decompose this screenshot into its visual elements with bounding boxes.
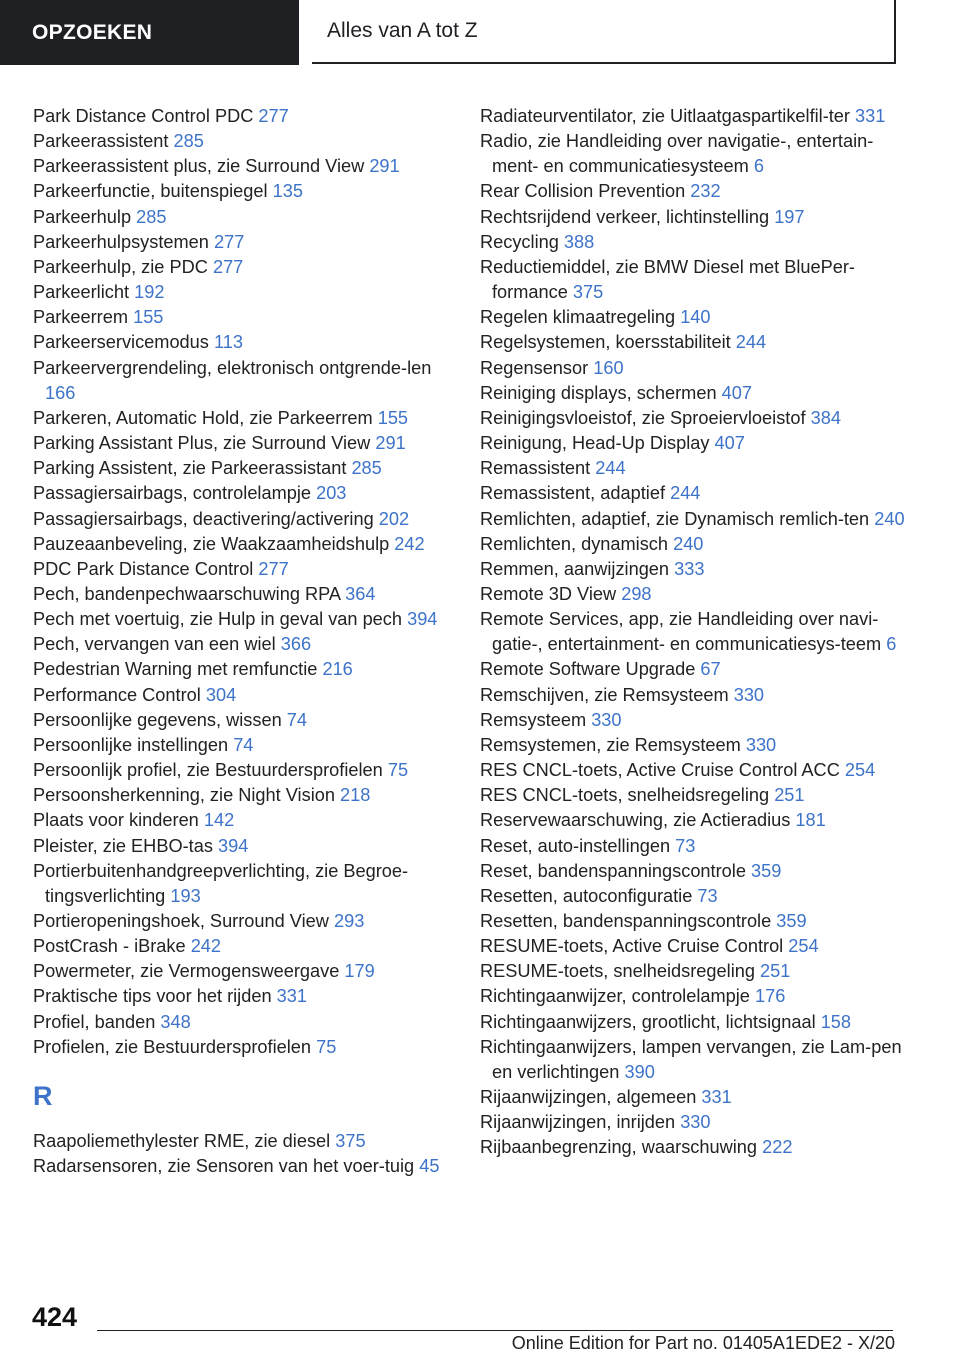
index-entry-term: Praktische tips voor het rijden bbox=[33, 986, 272, 1007]
index-entry-term: Regelsystemen, koersstabiliteit bbox=[480, 332, 731, 353]
index-entry-term: Recycling bbox=[480, 231, 559, 252]
index-entry bbox=[480, 230, 910, 255]
index-entry-page-link[interactable]: 202 bbox=[378, 508, 410, 529]
index-entry bbox=[480, 1010, 910, 1035]
index-entry-term: Pech met voertuig, zie Hulp in geval van pech bbox=[33, 609, 403, 630]
index-entry-term: Parkeerhulp, zie PDC bbox=[33, 256, 208, 277]
index-entry bbox=[480, 205, 910, 230]
index-entry bbox=[480, 104, 910, 129]
index-entry-page-link[interactable]: 75 bbox=[387, 760, 409, 781]
index-entry-term: Remote Software Upgrade bbox=[480, 659, 696, 680]
index-entry-page-link[interactable]: 251 bbox=[760, 961, 791, 982]
index-entry-term: Parkeerfunctie, buitenspiegel bbox=[33, 181, 268, 202]
page-number: 424 bbox=[32, 1302, 78, 1332]
index-entry-term: Radiateurventilator, zie Uitlaatgaspartikelfil-ter bbox=[480, 106, 850, 126]
index-entry bbox=[33, 657, 448, 682]
index-entry-page-link[interactable]: 254 bbox=[788, 936, 819, 957]
index-entry-term: Passagiersairbags, controlelampje bbox=[33, 483, 312, 504]
index-entry-page-link[interactable]: 298 bbox=[621, 583, 652, 604]
index-entry-page-link[interactable]: 375 bbox=[572, 282, 604, 303]
chapter-title: Alles van A tot Z bbox=[327, 19, 478, 42]
index-list-p bbox=[33, 104, 448, 1060]
index-entry-term: Plaats voor kinderen bbox=[33, 810, 199, 831]
index-entry-term: Performance Control bbox=[33, 684, 201, 705]
index-entry-page-link[interactable]: 218 bbox=[340, 785, 371, 806]
index-entry bbox=[33, 984, 448, 1009]
index-entry-page-link[interactable]: 330 bbox=[591, 709, 622, 730]
index-entry-page-link[interactable]: 181 bbox=[795, 810, 826, 831]
index-entry bbox=[33, 683, 448, 708]
section-tab-label: OPZOEKEN bbox=[32, 20, 153, 44]
index-entry-page-link[interactable]: 390 bbox=[624, 1061, 655, 1082]
index-entry bbox=[480, 255, 910, 305]
index-entry-page-link[interactable]: 193 bbox=[170, 885, 201, 906]
index-entry-term: Richtingaanwijzers, grootlicht, lichtsignaal bbox=[480, 1011, 816, 1032]
index-entry bbox=[480, 808, 910, 833]
index-entry-term: RESUME-toets, Active Cruise Control bbox=[480, 936, 784, 957]
index-entry-term: Reinigung, Head-Up Display bbox=[480, 433, 710, 454]
index-entry bbox=[480, 507, 910, 532]
index-entry bbox=[33, 532, 448, 557]
index-entry-page-link[interactable]: 75 bbox=[316, 1036, 337, 1057]
index-entry-page-link[interactable]: 74 bbox=[286, 709, 307, 730]
index-entry-term: RES CNCL-toets, Active Cruise Control ACC bbox=[480, 760, 840, 781]
index-list-r-left bbox=[33, 1129, 448, 1179]
index-entry-page-link[interactable]: 140 bbox=[680, 307, 711, 328]
index-entry-term: Reset, auto-instellingen bbox=[480, 835, 671, 856]
index-entry bbox=[480, 481, 910, 506]
index-entry-term: Portieropeningshoek, Surround View bbox=[33, 911, 329, 931]
index-entry-term: Remote 3D View bbox=[480, 583, 617, 604]
index-entry-page-link[interactable]: 277 bbox=[258, 106, 289, 126]
index-entry-page-link[interactable]: 331 bbox=[276, 986, 307, 1007]
index-entry-page-link[interactable]: 197 bbox=[774, 206, 805, 227]
index-column-left bbox=[33, 104, 448, 1179]
index-entry-term: Remmen, aanwijzingen bbox=[480, 558, 670, 579]
index-column-right bbox=[480, 104, 910, 1161]
index-entry-page-link[interactable]: 366 bbox=[280, 634, 312, 655]
index-entry-page-link[interactable]: 216 bbox=[322, 659, 353, 680]
index-entry-term: Parkeerlicht bbox=[33, 282, 130, 303]
index-entry-term: Remsysteem bbox=[480, 709, 587, 730]
index-entry bbox=[480, 1085, 910, 1110]
index-entry-term: Powermeter, zie Vermogensweergave bbox=[33, 961, 340, 982]
index-entry bbox=[480, 330, 910, 355]
index-entry-term: RESUME-toets, snelheidsregeling bbox=[480, 961, 755, 982]
index-entry bbox=[480, 1110, 910, 1135]
chapter-title-tab bbox=[312, 0, 896, 64]
index-entry bbox=[33, 1154, 448, 1179]
index-entry-term: Richtingaanwijzers, lampen vervangen, zie Lam-pen en verlichtingen bbox=[480, 1036, 902, 1082]
index-entry-page-link[interactable]: 240 bbox=[673, 533, 704, 554]
index-entry-term: PDC Park Distance Control bbox=[33, 558, 254, 579]
index-entry-page-link[interactable]: 285 bbox=[173, 131, 204, 152]
index-entry-term: Radarsensoren, zie Sensoren van het voer-tuig bbox=[33, 1156, 415, 1177]
index-entry-term: Pleister, zie EHBO-tas bbox=[33, 835, 213, 856]
index-entry-page-link[interactable]: 277 bbox=[258, 558, 289, 579]
index-entry bbox=[33, 179, 448, 204]
index-entry bbox=[33, 356, 448, 406]
index-entry bbox=[33, 582, 448, 607]
index-entry-page-link[interactable]: 330 bbox=[745, 734, 777, 755]
index-entry-page-link[interactable]: 407 bbox=[714, 433, 745, 454]
index-entry-page-link[interactable]: 348 bbox=[160, 1011, 191, 1032]
index-entry bbox=[480, 884, 910, 909]
index-entry-term: Passagiersairbags, deactivering/activering bbox=[33, 508, 374, 529]
index-entry bbox=[33, 280, 448, 305]
index-entry-term: Rechtsrijdend verkeer, lichtinstelling bbox=[480, 206, 770, 227]
footer-divider bbox=[97, 1330, 893, 1331]
index-entry-term: Pech, vervangen van een wiel bbox=[33, 634, 276, 655]
index-entry-page-link[interactable]: 244 bbox=[595, 458, 626, 479]
index-entry-term: Remassistent bbox=[480, 458, 591, 479]
index-entry-term: Profielen, zie Bestuurdersprofielen bbox=[33, 1036, 312, 1057]
index-entry-term: Raapoliemethylester RME, zie diesel bbox=[33, 1130, 331, 1151]
index-entry-term: Pech, bandenpechwaarschuwing RPA bbox=[33, 583, 341, 604]
index-entry-term: Remsystemen, zie Remsysteem bbox=[480, 734, 741, 755]
index-entry-page-link[interactable]: 6 bbox=[753, 156, 764, 177]
index-entry-term: Parkeerhulpsystemen bbox=[33, 231, 209, 252]
index-entry bbox=[33, 1010, 448, 1035]
index-entry-page-link[interactable]: 277 bbox=[213, 231, 245, 252]
index-entry-term: Profiel, banden bbox=[33, 1011, 156, 1032]
index-entry-page-link[interactable]: 331 bbox=[855, 106, 886, 126]
index-entry bbox=[480, 532, 910, 557]
index-entry-term: Parkeerassistent bbox=[33, 131, 169, 152]
index-entry-term: Rijbaanbegrenzing, waarschuwing bbox=[480, 1137, 758, 1158]
index-entry-term: Parkeervergrendeling, elektronisch ontgrende-len bbox=[33, 357, 432, 378]
index-entry-term: Rijaanwijzingen, inrijden bbox=[480, 1112, 676, 1133]
index-entry bbox=[480, 959, 910, 984]
index-entry-page-link[interactable]: 293 bbox=[333, 911, 365, 931]
index-entry-term: Radio, zie Handleiding over navigatie-, entertain-ment- en communicatiesysteem bbox=[480, 131, 874, 177]
index-entry-page-link[interactable]: 407 bbox=[721, 382, 752, 403]
index-entry-term: Parkeren, Automatic Hold, zie Parkeerrem bbox=[33, 407, 373, 428]
index-entry-term: Regelen klimaatregeling bbox=[480, 307, 676, 328]
index-entry-page-link[interactable]: 277 bbox=[212, 256, 244, 277]
index-entry-page-link[interactable]: 304 bbox=[205, 684, 237, 705]
index-entry-page-link[interactable]: 331 bbox=[701, 1087, 732, 1108]
index-entry bbox=[33, 783, 448, 808]
index-entry bbox=[33, 607, 448, 632]
index-entry bbox=[480, 456, 910, 481]
index-entry bbox=[480, 859, 910, 884]
index-entry-page-link[interactable]: 166 bbox=[45, 382, 76, 403]
section-letter-heading: R bbox=[33, 1080, 53, 1111]
index-entry-term: Reset, bandenspanningscontrole bbox=[480, 860, 746, 881]
index-entry bbox=[480, 657, 910, 682]
index-entry bbox=[33, 481, 448, 506]
index-entry-page-link[interactable]: 155 bbox=[377, 407, 409, 428]
index-entry bbox=[480, 1035, 910, 1085]
index-entry bbox=[480, 834, 910, 859]
index-entry bbox=[480, 1135, 910, 1160]
index-entry-term: Regensensor bbox=[480, 357, 589, 378]
index-entry-page-link[interactable]: 333 bbox=[674, 558, 705, 579]
index-entry bbox=[33, 733, 448, 758]
index-entry bbox=[33, 305, 448, 330]
index-entry bbox=[33, 834, 448, 859]
index-entry-term: Rijaanwijzingen, algemeen bbox=[480, 1087, 697, 1108]
index-entry-page-link[interactable]: 158 bbox=[820, 1011, 852, 1032]
index-entry-page-link[interactable]: 73 bbox=[675, 835, 696, 856]
index-entry bbox=[33, 758, 448, 783]
index-entry-term: Pauzeaanbeveling, zie Waakzaamheidshulp bbox=[33, 533, 390, 554]
index-entry-page-link[interactable]: 232 bbox=[690, 181, 721, 202]
index-entry-page-link[interactable]: 240 bbox=[874, 508, 905, 529]
index-entry-page-link[interactable]: 142 bbox=[203, 810, 235, 831]
index-entry-page-link[interactable]: 330 bbox=[733, 684, 765, 705]
index-entry-term: Portierbuitenhandgreepverlichting, zie Begroe-tingsverlichting bbox=[33, 860, 409, 906]
index-entry bbox=[33, 205, 448, 230]
index-entry bbox=[480, 305, 910, 330]
index-entry bbox=[33, 104, 448, 129]
index-entry-page-link[interactable]: 291 bbox=[375, 433, 406, 454]
index-entry-page-link[interactable]: 74 bbox=[233, 734, 254, 755]
index-entry bbox=[33, 154, 448, 179]
index-entry bbox=[33, 959, 448, 984]
index-entry-term: RES CNCL-toets, snelheidsregeling bbox=[480, 785, 770, 806]
index-entry-term: Persoonlijk profiel, zie Bestuurdersprofielen bbox=[33, 760, 383, 781]
index-entry-page-link[interactable]: 394 bbox=[217, 835, 249, 856]
index-entry-term: Persoonlijke gegevens, wissen bbox=[33, 709, 282, 730]
index-entry-term: Parkeerservicemodus bbox=[33, 332, 209, 353]
index-entry bbox=[33, 431, 448, 456]
index-entry-term: Parking Assistent, zie Parkeerassistant bbox=[33, 458, 347, 479]
index-entry-page-link[interactable]: 244 bbox=[670, 483, 701, 504]
index-entry bbox=[480, 431, 910, 456]
index-entry-page-link[interactable]: 254 bbox=[844, 760, 876, 781]
index-entry bbox=[33, 808, 448, 833]
index-entry bbox=[480, 934, 910, 959]
index-entry-page-link[interactable]: 242 bbox=[394, 533, 425, 554]
index-entry bbox=[480, 758, 910, 783]
index-entry-term: Resetten, bandenspanningscontrole bbox=[480, 911, 772, 931]
index-entry-page-link[interactable]: 285 bbox=[351, 458, 382, 479]
index-entry bbox=[33, 632, 448, 657]
index-entry bbox=[33, 859, 448, 909]
index-entry bbox=[33, 1035, 448, 1060]
index-entry-page-link[interactable]: 291 bbox=[369, 156, 400, 177]
index-entry bbox=[33, 708, 448, 733]
index-entry bbox=[33, 1129, 448, 1154]
index-entry bbox=[480, 582, 910, 607]
index-entry-term: Parkeerhulp bbox=[33, 206, 132, 227]
index-entry bbox=[480, 356, 910, 381]
page-header bbox=[0, 0, 960, 66]
index-entry bbox=[33, 330, 448, 355]
index-entry-term: Persoonlijke instellingen bbox=[33, 734, 229, 755]
index-entry-page-link[interactable]: 359 bbox=[751, 860, 782, 881]
index-entry-term: Remlichten, adaptief, zie Dynamisch remlich-ten bbox=[480, 508, 870, 529]
index-entry-page-link[interactable]: 375 bbox=[335, 1130, 366, 1151]
index-entry bbox=[480, 381, 910, 406]
index-entry bbox=[480, 179, 910, 204]
index-entry-term: Rear Collision Prevention bbox=[480, 181, 686, 202]
footer-edition-text: Online Edition for Part no. 01405A1EDE2 - X/20 bbox=[511, 1333, 895, 1353]
index-entry-page-link[interactable]: 394 bbox=[407, 609, 438, 630]
index-entry bbox=[33, 406, 448, 431]
index-entry-term: Persoonsherkenning, zie Night Vision bbox=[33, 785, 335, 806]
index-entry-page-link[interactable]: 242 bbox=[190, 936, 222, 957]
index-entry-term: Richtingaanwijzer, controlelampje bbox=[480, 986, 750, 1007]
index-entry bbox=[480, 783, 910, 808]
index-entry bbox=[480, 984, 910, 1009]
index-entry bbox=[480, 708, 910, 733]
index-entry-page-link[interactable]: 176 bbox=[754, 986, 786, 1007]
index-entry-page-link[interactable]: 73 bbox=[697, 885, 718, 906]
index-entry-term: Parkeerassistent plus, zie Surround View bbox=[33, 156, 365, 177]
index-entry bbox=[33, 230, 448, 255]
index-entry bbox=[480, 129, 910, 179]
index-entry-term: Remlichten, dynamisch bbox=[480, 533, 669, 554]
index-entry-page-link[interactable]: 359 bbox=[776, 911, 807, 931]
index-entry bbox=[33, 507, 448, 532]
index-entry-term: Parkeerrem bbox=[33, 307, 129, 328]
index-entry-page-link[interactable]: 330 bbox=[680, 1112, 711, 1133]
index-entry-page-link[interactable]: 285 bbox=[136, 206, 167, 227]
index-entry-term: Reinigingsvloeistof, zie Sproeiervloeistof bbox=[480, 407, 806, 428]
index-entry-term: Resetten, autoconfiguratie bbox=[480, 885, 693, 906]
index-list-r-right bbox=[480, 104, 910, 1161]
index-entry-page-link[interactable]: 364 bbox=[345, 583, 376, 604]
index-entry-term: Remote Services, app, zie Handleiding over navi-gatie-, entertainment- en communicatiesys-teem bbox=[480, 609, 882, 655]
index-entry-term: Remassistent, adaptief bbox=[480, 483, 666, 504]
index-entry bbox=[33, 909, 448, 934]
index-entry-term: PostCrash - iBrake bbox=[33, 936, 186, 957]
index-entry-page-link[interactable]: 222 bbox=[762, 1137, 793, 1158]
index-entry-page-link[interactable]: 155 bbox=[133, 307, 164, 328]
index-entry-page-link[interactable]: 244 bbox=[735, 332, 767, 353]
index-entry bbox=[480, 607, 910, 657]
index-entry-page-link[interactable]: 67 bbox=[700, 659, 721, 680]
index-entry-term: Remschijven, zie Remsysteem bbox=[480, 684, 729, 705]
index-entry-term: Parking Assistant Plus, zie Surround View bbox=[33, 433, 371, 454]
index-entry-term: Reservewaarschuwing, zie Actieradius bbox=[480, 810, 791, 831]
index-entry-page-link[interactable]: 135 bbox=[272, 181, 303, 202]
section-tab[interactable] bbox=[0, 0, 299, 65]
index-entry bbox=[33, 129, 448, 154]
index-entry-page-link[interactable]: 203 bbox=[316, 483, 347, 504]
index-entry-page-link[interactable]: 6 bbox=[886, 634, 897, 655]
index-entry-page-link[interactable]: 251 bbox=[774, 785, 805, 806]
index-entry bbox=[33, 557, 448, 582]
index-entry bbox=[480, 909, 910, 934]
index-entry-page-link[interactable]: 388 bbox=[563, 231, 595, 252]
index-entry-page-link[interactable]: 45 bbox=[419, 1156, 440, 1177]
index-entry-term: Reiniging displays, schermen bbox=[480, 382, 717, 403]
index-entry bbox=[33, 456, 448, 481]
index-entry bbox=[480, 557, 910, 582]
index-entry-term: Pedestrian Warning met remfunctie bbox=[33, 659, 318, 680]
index-entry-page-link[interactable]: 179 bbox=[344, 961, 375, 982]
index-entry-page-link[interactable]: 192 bbox=[134, 282, 165, 303]
index-entry-term: Reductiemiddel, zie BMW Diesel met BluePer-formance bbox=[480, 256, 855, 303]
index-entry bbox=[480, 683, 910, 708]
index-entry-page-link[interactable]: 384 bbox=[810, 407, 841, 428]
index-entry-term: Park Distance Control PDC bbox=[33, 106, 254, 126]
index-entry bbox=[480, 406, 910, 431]
index-entry-page-link[interactable]: 113 bbox=[213, 332, 243, 353]
index-entry bbox=[33, 255, 448, 280]
index-entry-page-link[interactable]: 160 bbox=[593, 357, 624, 378]
index-entry bbox=[480, 733, 910, 758]
index-entry bbox=[33, 934, 448, 959]
